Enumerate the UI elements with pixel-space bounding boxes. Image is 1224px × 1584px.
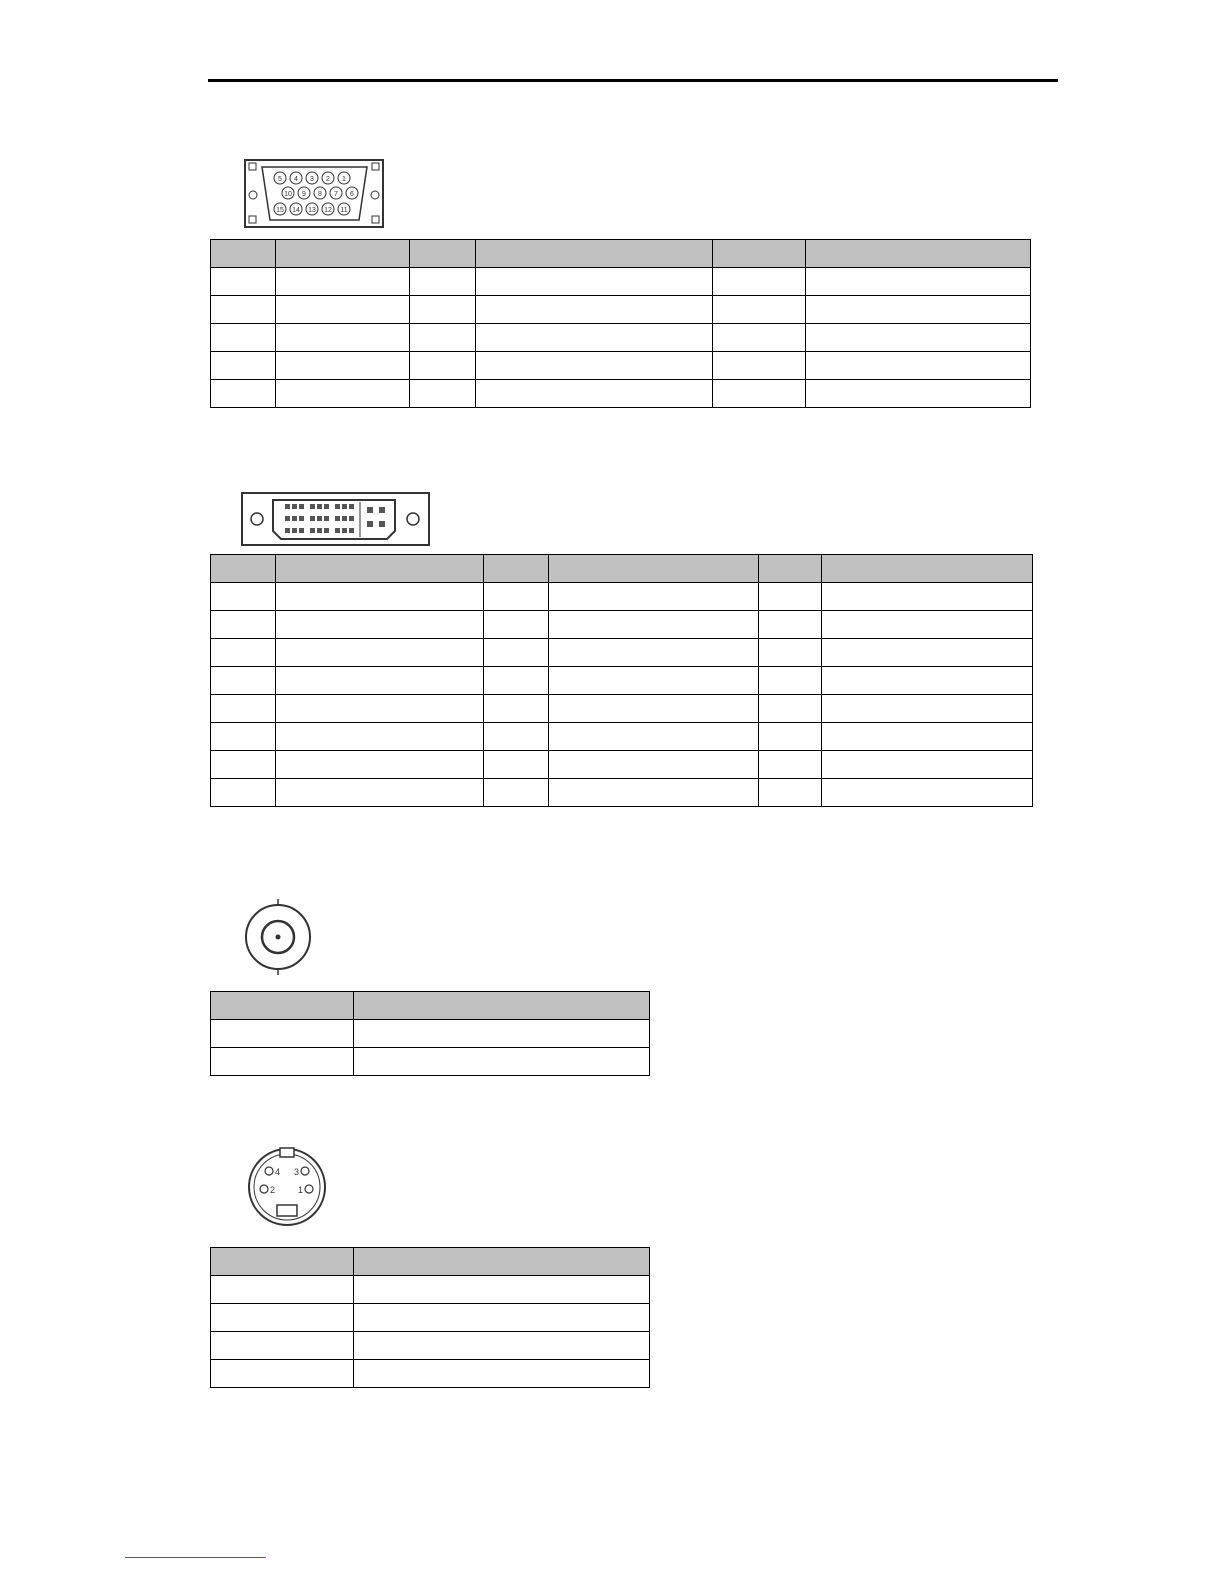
table-header-row [211,992,650,1020]
table-cell [549,667,759,695]
table-row [211,751,1033,779]
table-row [211,1304,650,1332]
table-cell [806,324,1031,352]
table-cell [211,1360,354,1388]
vga-pin-label: 9 [302,191,306,198]
table-row [211,1332,650,1360]
vga-pin-label: 4 [294,176,298,183]
table-cell [410,352,476,380]
table-row [211,667,1033,695]
table-cell [822,779,1033,807]
table-cell [713,352,806,380]
table-cell [484,751,549,779]
table-cell [549,779,759,807]
vga-pin-label: 7 [334,191,338,198]
table-cell [484,611,549,639]
vga-pin-label: 5 [278,176,282,183]
dvi-connector-icon [240,491,432,548]
table-cell [211,1332,354,1360]
vga-connector-icon [243,158,386,230]
table-cell [211,380,276,408]
table-header-row [211,240,1031,268]
table-cell [276,695,484,723]
table-cell [354,1048,650,1076]
vga-pin-label: 11 [340,207,348,214]
dvi-pin-table [210,554,1033,807]
table-cell [484,695,549,723]
table-cell [549,583,759,611]
svideo-pin-label: 3 [294,1167,300,1177]
table-cell [759,583,822,611]
table-cell [476,352,713,380]
table-cell [211,611,276,639]
table-cell [354,1020,650,1048]
table-cell [276,751,484,779]
table-cell [211,324,276,352]
table-cell [211,639,276,667]
table-cell [759,723,822,751]
vga-pin-label: 10 [284,191,292,198]
table-cell [484,779,549,807]
table-cell [484,667,549,695]
table-cell [354,1276,650,1304]
table-cell [806,380,1031,408]
table-cell [276,352,410,380]
table-cell [713,296,806,324]
header-cell [276,555,484,583]
table-cell [211,1020,354,1048]
table-cell [759,639,822,667]
table-cell [806,296,1031,324]
table-cell [549,723,759,751]
table-cell [211,695,276,723]
footnote-separator [125,1557,266,1558]
table-cell [276,667,484,695]
table-cell [822,723,1033,751]
table-row [211,611,1033,639]
table-cell [211,779,276,807]
svideo-pin-label: 4 [275,1167,281,1177]
header-cell [822,555,1033,583]
table-cell [276,639,484,667]
table-row [211,296,1031,324]
vga-pin-label: 1 [342,176,346,183]
table-cell [410,268,476,296]
table-cell [822,583,1033,611]
table-cell [476,324,713,352]
header-cell [410,240,476,268]
table-cell [211,352,276,380]
header-cell [484,555,549,583]
table-cell [549,639,759,667]
table-cell [410,296,476,324]
table-cell [759,667,822,695]
table-cell [410,380,476,408]
svideo-pin-table [210,1247,650,1388]
table-cell [549,611,759,639]
table-row [211,1020,650,1048]
vga-pin-label: 3 [310,176,314,183]
header-cell [211,555,276,583]
table-cell [822,611,1033,639]
header-cell [276,240,410,268]
table-cell [276,583,484,611]
header-cell [549,555,759,583]
vga-pin-label: 2 [326,176,330,183]
table-header-row [211,555,1033,583]
table-row [211,639,1033,667]
header-rule [208,79,1058,82]
table-cell [354,1332,650,1360]
vga-pin-table [210,239,1031,408]
table-cell [211,583,276,611]
table-cell [276,380,410,408]
bnc-connector-icon [241,897,317,977]
table-cell [759,751,822,779]
vga-pin-label: 15 [276,207,284,214]
table-cell [759,611,822,639]
table-cell [211,296,276,324]
table-cell [822,695,1033,723]
table-cell [484,583,549,611]
header-cell [713,240,806,268]
table-row [211,583,1033,611]
table-cell [484,639,549,667]
table-cell [354,1304,650,1332]
table-cell [354,1360,650,1388]
vga-pin-label: 12 [324,207,332,214]
header-cell [211,240,276,268]
vga-pin-label: 6 [350,191,354,198]
table-cell [276,296,410,324]
table-cell [713,268,806,296]
table-header-row [211,1248,650,1276]
table-cell [410,324,476,352]
table-cell [476,380,713,408]
table-row [211,1360,650,1388]
table-row [211,352,1031,380]
table-cell [476,268,713,296]
table-row [211,1048,650,1076]
table-cell [276,723,484,751]
table-cell [211,1048,354,1076]
table-cell [759,695,822,723]
table-cell [211,1276,354,1304]
table-cell [822,751,1033,779]
table-cell [806,352,1031,380]
vga-pin-label: 13 [308,207,316,214]
bnc-pin-table [210,991,650,1076]
header-cell [806,240,1031,268]
table-row [211,1276,650,1304]
table-row [211,324,1031,352]
header-cell [354,1248,650,1276]
table-cell [822,639,1033,667]
table-row [211,695,1033,723]
svideo-pin-label: 1 [298,1185,304,1195]
table-cell [211,723,276,751]
header-cell [211,992,354,1020]
vga-pin-label: 8 [318,191,322,198]
svideo-pin-label: 2 [270,1185,276,1195]
table-cell [476,296,713,324]
table-cell [549,695,759,723]
table-row [211,380,1031,408]
table-cell [549,751,759,779]
table-cell [806,268,1031,296]
table-cell [276,324,410,352]
header-cell [354,992,650,1020]
vga-pin-label: 14 [292,207,300,214]
table-cell [276,268,410,296]
table-cell [211,1304,354,1332]
table-cell [211,751,276,779]
table-cell [211,268,276,296]
table-row [211,779,1033,807]
table-row [211,268,1031,296]
table-cell [484,723,549,751]
table-cell [713,380,806,408]
header-cell [211,1248,354,1276]
table-row [211,723,1033,751]
table-cell [276,779,484,807]
table-cell [713,324,806,352]
table-cell [822,667,1033,695]
header-cell [476,240,713,268]
table-cell [211,667,276,695]
svideo-connector-icon [245,1146,329,1228]
table-cell [759,779,822,807]
table-cell [276,611,484,639]
header-cell [759,555,822,583]
